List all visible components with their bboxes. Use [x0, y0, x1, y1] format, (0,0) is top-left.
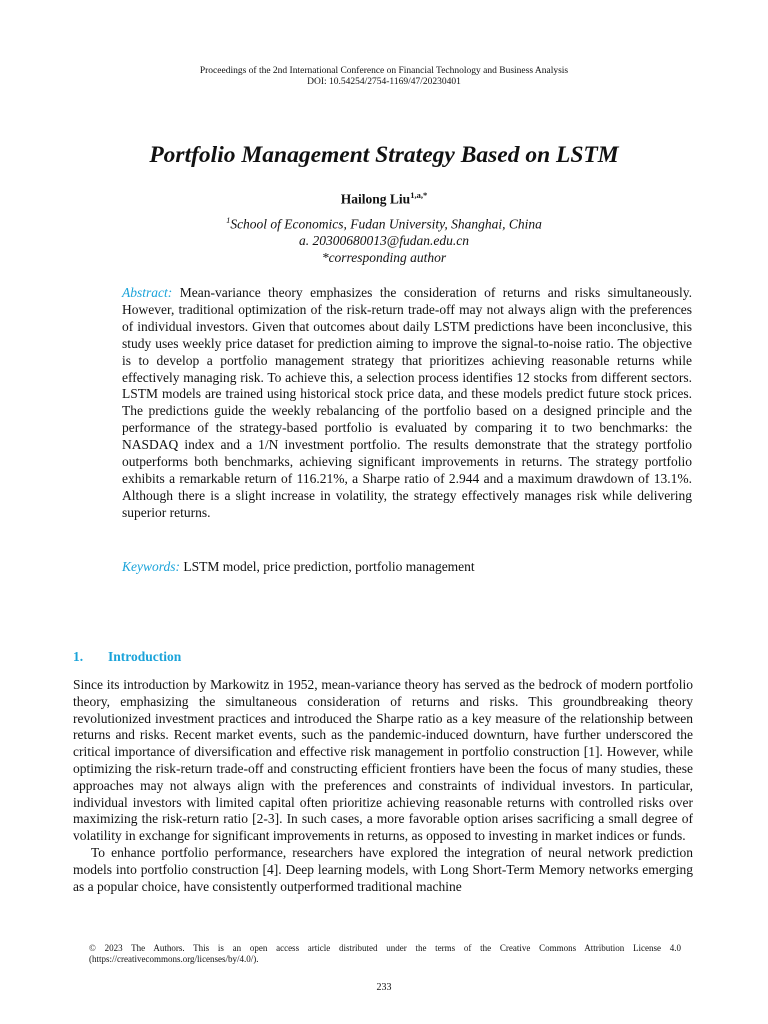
author-line — [0, 186, 768, 209]
author-email: a. 20300680013@fudan.edu.cn — [299, 233, 469, 248]
paragraph: To enhance portfolio performance, researchers have explored the integration of neural network prediction models into portfolio construction [4]. Deep learning models, with Long Short-Term Memory networks emerging as a popular choice, have consistently outperformed traditional machine — [73, 844, 693, 894]
abstract — [122, 285, 692, 522]
keywords-label: Keywords: — [122, 559, 180, 574]
license-footnote: © 2023 The Authors. This is an open access article distributed under the terms of the Creative Commons Attribution License 4.0 (https://creativecommons.org/licenses/by/4.0/). — [89, 943, 681, 964]
abstract-text: Mean-variance theory emphasizes the consideration of returns and risks simultaneously. However, traditional optimization of the risk-return trade-off may not always align with the preferences of individual investors. Given that outcomes about daily LSTM predictions have been inconclusive, this study uses weekly price dataset for prediction aiming to improve the signal-to-noise ratio. The objective is to develop a portfolio management strategy that prioritizes achieving reasonable returns while effectively managing risk. To achieve this, a selection process identifies 12 stocks from different sectors. LSTM models are trained using historical stock price data, and these models predict future stock prices. The predictions guide the weekly rebalancing of the portfolio based on a designed principle and the performance of the strategy-based portfolio is evaluated by comparing it to two benchmarks: the NASDAQ index and a 1/N investment portfolio. The results demonstrate that the strategy portfolio outperforms both benchmarks, achieving significant improvements in returns. The strategy portfolio exhibits a remarkable return of 116.21%, a Sharpe ratio of 2.944 and a maximum drawdown of 13.1%. Although there is a slight increase in volatility, the strategy effectively manages risk while delivering superior returns. — [122, 285, 693, 520]
affiliation-superscript: 1 — [226, 215, 231, 225]
paper-title: Portfolio Management Strategy Based on LSTM — [149, 142, 619, 168]
section-title: Introduction — [108, 649, 182, 664]
corresponding-note: *corresponding author — [321, 249, 447, 265]
running-header — [0, 66, 768, 88]
author-superscript: 1,a,* — [410, 190, 428, 200]
paragraph: Since its introduction by Markowitz in 1952, mean-variance theory has served as the bedrock of modern portfolio theory, emphasizing the simultaneous consideration of returns and risks. This groundbreaking theory revolutionized investment practices and introduced the Sharpe ratio as a key measure of the relationship between returns and risks. Recent market events, such as the pandemic-induced downturn, have further underscored the critical importance of diversification and effective risk management in portfolio construction [1]. However, while optimizing the risk-return trade-off and constructing efficient frontiers have been the focus of many studies, these approaches may not always align with the preferences and constraints of individual investors. In particular, individual investors with limited capital often prioritize achieving reasonable returns with controlled risks over maximizing the risk-return ratio [2-3]. In such cases, a more favorable option arises sacrificing a small degree of volatility in exchange for significant improvements in returns, as opposed to investing in market indices or funds. — [73, 677, 693, 844]
section-heading — [73, 648, 181, 666]
section-number: 1. — [73, 649, 84, 664]
affiliation-school: School of Economics, Fudan University, Shanghai, China — [230, 216, 542, 232]
affiliation-block — [0, 212, 768, 266]
page-number: 233 — [376, 982, 392, 993]
author-name: Hailong Liu — [340, 191, 411, 207]
keywords — [122, 558, 692, 575]
body-text — [73, 677, 693, 895]
proceedings-line: Proceedings of the 2nd International Conference on Financial Technology and Business Analysis — [199, 66, 569, 76]
affiliation-line — [0, 212, 768, 233]
abstract-label: Abstract: — [122, 285, 173, 300]
keywords-text: LSTM model, price prediction, portfolio management — [183, 559, 475, 574]
doi-line: DOI: 10.54254/2754-1169/47/20230401 — [307, 77, 461, 87]
